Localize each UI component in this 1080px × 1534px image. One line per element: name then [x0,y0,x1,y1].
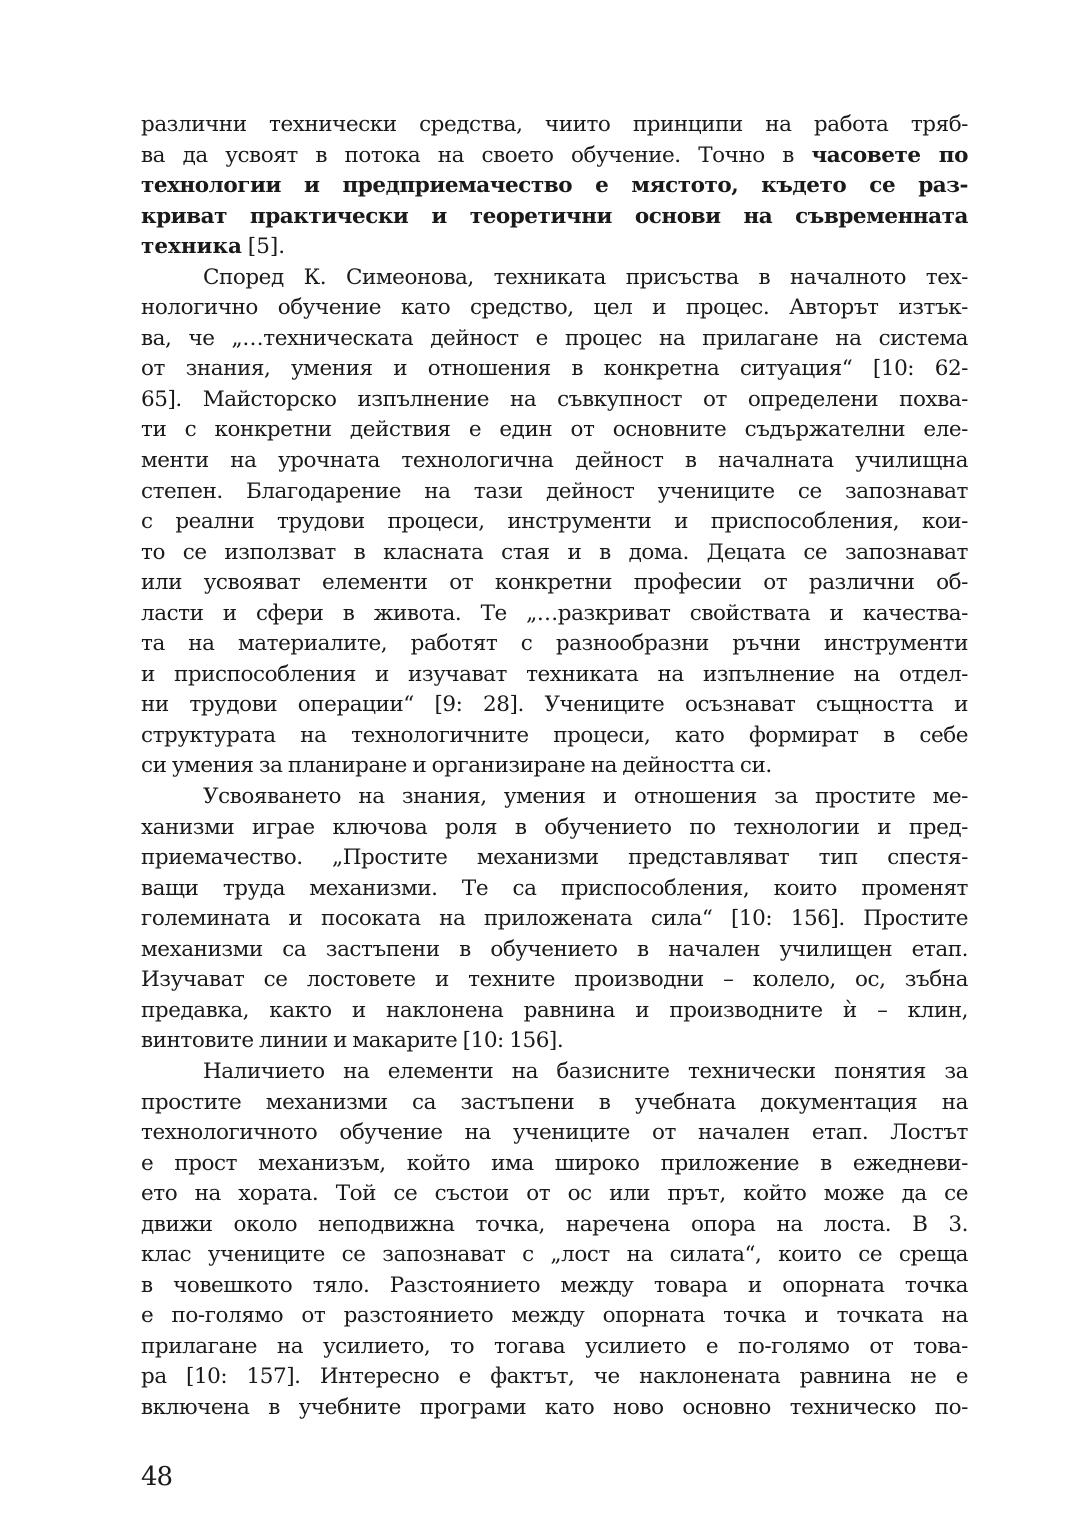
bold-text-run: технологии и предприемачество е мястото, където се раз- [141,173,968,199]
text-line: простите механизми са застъпени в учебната документация на [141,1089,968,1115]
bold-text-run: часовете по [811,142,968,168]
paragraph-4 [141,1057,968,1424]
text-line: Усвояването на знания, умения и отношения за простите ме- [203,784,968,810]
text-line: ващи труда механизми. Те са приспособления, които променят [141,875,968,901]
paragraph-2 [141,263,968,782]
text-line: прилагане на усилието, то тогава усилието е по-голямо от това- [141,1333,968,1359]
text-line: структурата на технологичните процеси, като формират в себе [141,722,968,748]
text-line: ни трудови операции“ [9: 28]. Учениците осъзнават същността и [141,692,968,718]
text-line: ласти и сфери в живота. Те „…разкриват свойствата и качества- [141,600,968,626]
text-line: ра [10: 157]. Интересно е фактът, че наклонената равнина не е [141,1364,968,1390]
text-line: големината и посоката на приложената сила“ [10: 156]. Простите [141,906,968,932]
text-run: ва да усвоят в потока на своето обучение. Точно в [141,142,812,168]
text-line: ето на хората. Той се състои от ос или прът, който може да се [141,1181,968,1207]
text-line: от знания, умения и отношения в конкретна ситуация“ [10: 62- [141,356,968,382]
text-line: ва, че „…техническата дейност е процес на прилагане на система [141,325,968,351]
text-line: различни технически средства, чиито принципи на работа тряб- [141,112,968,137]
text-line [141,232,968,263]
text-line: ти с конкретни действия е един от основните съдържателни еле- [141,417,968,443]
text-line: с реални трудови процеси, инструменти и приспособления, кои- [141,509,968,535]
text-line [141,171,968,202]
text-line: включена в учебните програми като ново основно техническо по- [141,1394,968,1420]
page-body [141,110,968,1424]
text-line: в човешкото тяло. Разстоянието между товара и опорната точка [141,1272,968,1298]
text-line [141,202,968,233]
text-line: си умения за планиране и организиране на дейността си. [141,753,772,779]
text-line: то се използват в класната стая и в дома. Децата се запознават [141,539,968,565]
text-line: менти на урочната технологична дейност в началната училищна [141,448,968,474]
paragraph-1 [141,110,968,263]
text-line: Изучават се лостовете и техните производни – колело, ос, зъбна [141,967,968,993]
text-line: или усвояват елементи от конкретни професии от различни об- [141,570,968,596]
text-line: предавка, както и наклонена равнина и производните ѝ – клин, [141,997,968,1023]
paragraph-3 [141,782,968,1057]
text-line: степен. Благодарение на тази дейност учениците се запознават [141,478,968,504]
page-number: 48 [141,1462,173,1492]
text-line: е по-голямо от разстоянието между опорната точка и точката на [141,1303,968,1329]
text-line: Наличието на елементи на базисните технически понятия за [203,1058,968,1084]
bold-text-run: криват практически и теоретични основи на съвременната [141,203,968,229]
text-line: та на материалите, работят с разнообразни ръчни инструменти [141,631,968,657]
citation: [5]. [241,234,286,260]
text-line: ханизми играе ключова роля в обучението по технологии и пред- [141,814,968,840]
text-line: приемачество. „Простите механизми представляват тип спестя- [141,845,968,871]
text-line: клас учениците се запознават с „лост на силата“, които се среща [141,1242,968,1268]
text-line: и приспособления и изучават техниката на изпълнение на отдел- [141,661,968,687]
text-line: винтовите линии и макарите [10: 156]. [141,1028,564,1054]
text-line: движи около неподвижна точка, наречена опора на лоста. В 3. [141,1211,968,1237]
text-line: нологично обучение като средство, цел и процес. Авторът изтък- [141,295,968,321]
text-line [141,141,968,172]
text-line: е прост механизъм, който има широко приложение в ежедневи- [141,1150,968,1176]
text-line: технологичното обучение на учениците от начален етап. Лостът [141,1120,968,1146]
text-line: механизми са застъпени в обучението в начален училищен етап. [141,936,968,962]
text-line: Според К. Симеонова, техниката присъства в началното тех- [203,264,968,290]
text-line: 65]. Майсторско изпълнение на съвкупност от определени похва- [141,386,968,412]
bold-text-run: техника [141,234,242,260]
